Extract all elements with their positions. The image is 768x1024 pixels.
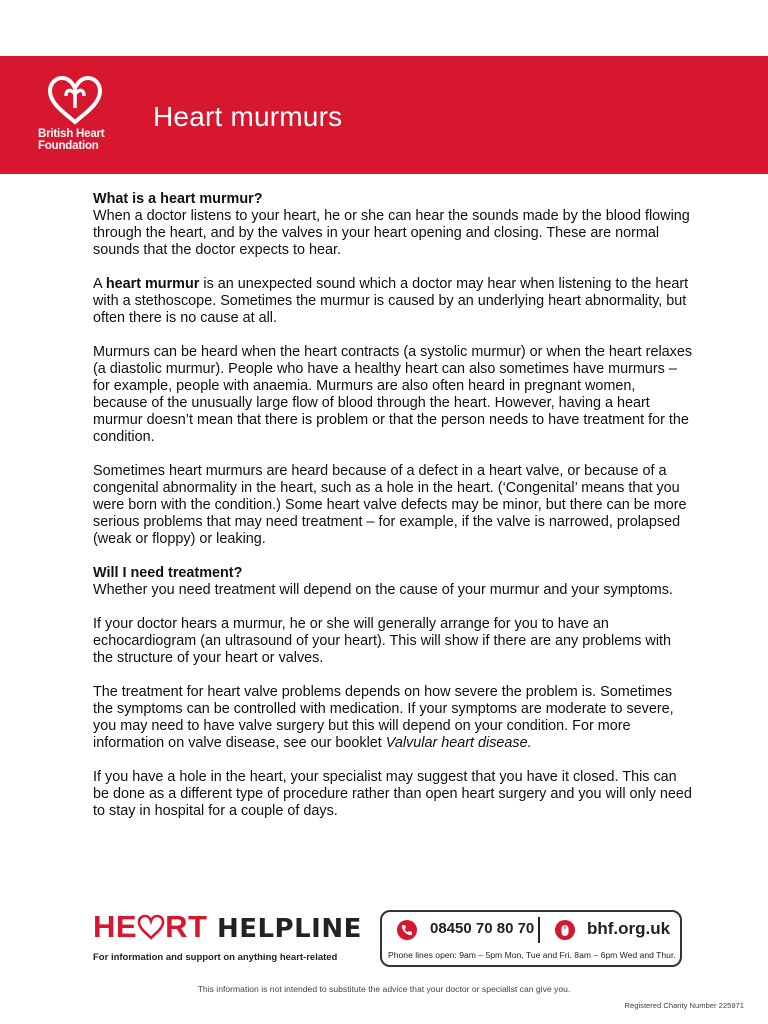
- paragraph-4: Sometimes heart murmurs are heard because of a defect in a heart valve, or because of a congenital abnormality in the heart, such as a hole in the heart. (‘Congenital’ means that you were born with the condition.) Some heart valve defects may be minor, but there can be more serious problems that may need treatment – for example, if the valve is narrowed, prolapsed (weak or floppy) or leaking.: [93, 463, 687, 547]
- header-banner: [0, 56, 768, 174]
- p2-bold: heart murmur: [105, 276, 200, 292]
- paragraph-1: When a doctor listens to your heart, he or she can hear the sounds made by the blood flowing through the heart, and by the valves in your heart opening and closing. These are normal sounds that the doctor expects to hear.: [93, 208, 690, 258]
- logo-text-line1: British Heart: [38, 128, 105, 140]
- section-treatment: [93, 565, 693, 599]
- helpline-part3: HELPLINE: [207, 914, 362, 944]
- helpline-part1: HE: [93, 909, 138, 944]
- paragraph-8: If you have a hole in the heart, your specialist may suggest that you have it closed. This can be done as a different type of procedure rather than open heart surgery and you will only need to stay in hospital for a couple of days.: [93, 769, 692, 819]
- mouse-icon: [554, 919, 576, 941]
- website-link[interactable]: bhf.org.uk: [587, 919, 671, 938]
- disclaimer: This information is not intended to substitute the advice that your doctor or specialist can give you.: [197, 984, 571, 994]
- p7-pre: The treatment for heart valve problems depends on how severe the problem is. Sometimes the symptoms can be controlled with medication. If your symptoms are moderate to severe, you may need to have valve surgery but this will depend on your condition. For more information on valve disease, see our booklet: [93, 684, 674, 751]
- heading-treatment: Will I need treatment?: [93, 565, 243, 581]
- bhf-logo: [38, 74, 118, 152]
- article-body: [93, 191, 693, 820]
- helpline-part2: RT: [165, 909, 208, 944]
- divider: [538, 917, 540, 943]
- charity-number: Registered Charity Number 225971: [624, 1001, 744, 1010]
- paragraph-3: Murmurs can be heard when the heart contracts (a systolic murmur) or when the heart relaxes (a diastolic murmur). People who have a healthy heart can also sometimes have murmurs – for example, people with anaemia. Murmurs are also often heard in pregnant women, because of the unusually large flow of blood through the heart. However, having a heart murmur doesn’t mean that there is problem or that the person needs to have treatment for the condition.: [93, 344, 693, 445]
- section-what-is: [93, 191, 693, 259]
- paragraph-7: [93, 684, 693, 752]
- p2-pre: A: [93, 276, 106, 292]
- logo-text-line2: Foundation: [38, 140, 99, 152]
- heading-what-is: What is a heart murmur?: [93, 191, 263, 207]
- p2-post: is an unexpected sound which a doctor may hear when listening to the heart with a stethoscope. Sometimes the murmur is caused by an underlying heart abnormality, but often there is no cause at all.: [93, 276, 689, 326]
- helpline-tagline: For information and support on anything heart-related: [93, 952, 338, 963]
- paragraph-6: If your doctor hears a murmur, he or she will generally arrange for you to have an echocardiogram (an ultrasound of your heart). This will show if there are any problems with the structure of your heart or valves.: [93, 616, 672, 666]
- logo-text: [38, 128, 118, 152]
- phone-lines-hours: Phone lines open: 9am – 5pm Mon, Tue and Fri. 8am – 6pm Wed and Thur.: [388, 950, 676, 960]
- booklet-title: Valvular heart disease.: [385, 735, 532, 751]
- heart-logo-icon: [44, 74, 106, 126]
- page-title: Heart murmurs: [153, 101, 343, 132]
- paragraph-2: [93, 276, 693, 327]
- phone-number[interactable]: 08450 70 80 70: [430, 920, 535, 937]
- helpline-heart-icon: [137, 914, 165, 940]
- contact-box: [380, 910, 682, 967]
- heart-helpline-logo: [93, 910, 363, 963]
- phone-icon: [396, 919, 418, 941]
- paragraph-5: Whether you need treatment will depend on the cause of your murmur and your symptoms.: [93, 582, 673, 598]
